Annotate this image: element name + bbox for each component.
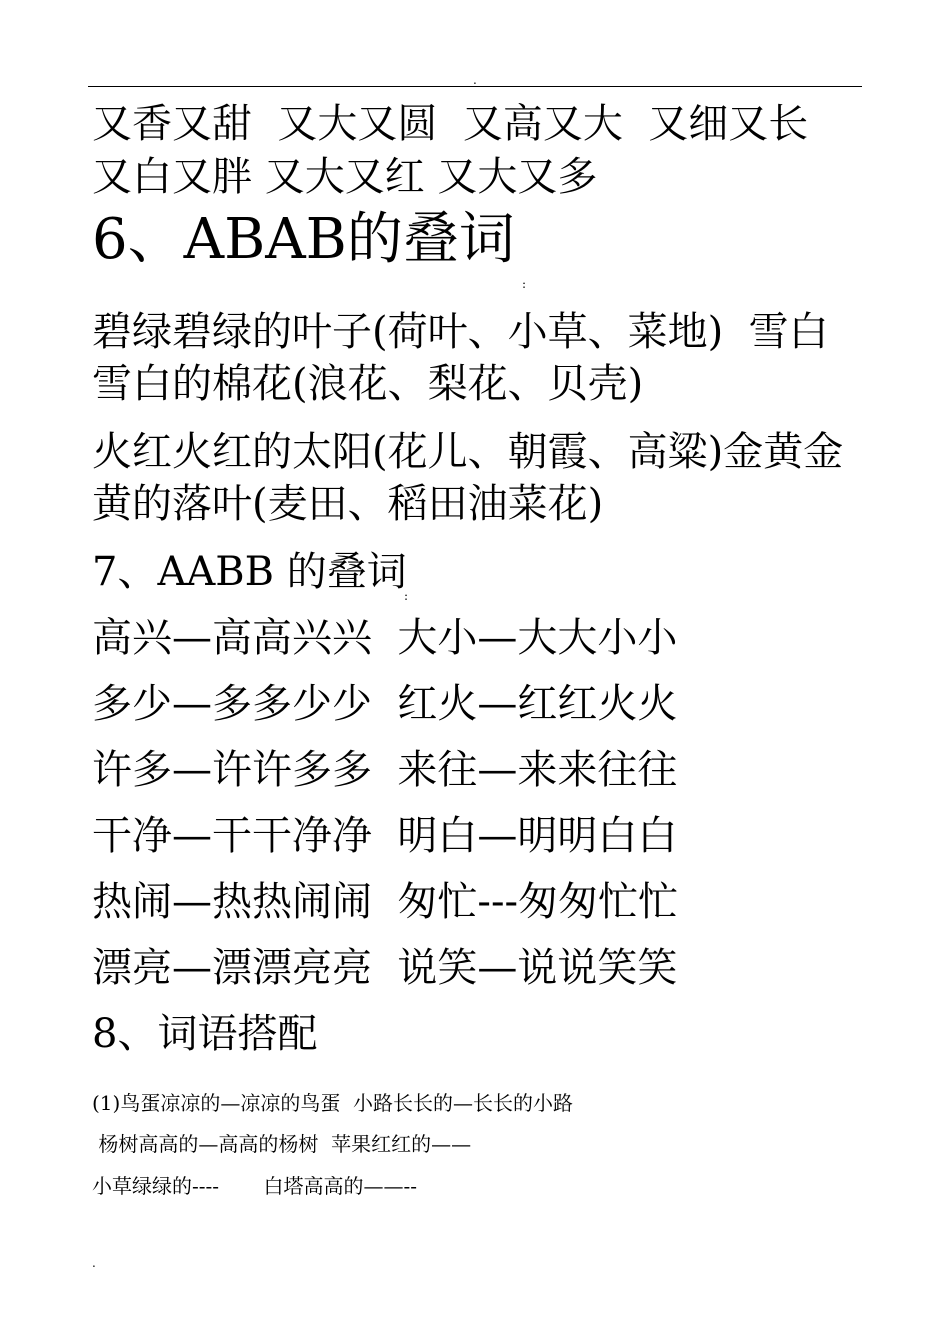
text-line-5: 雪白的棉花(浪花、梨花、贝壳): [92, 361, 644, 407]
text-line-6: 火红火红的太阳(花儿、朝霞、高粱)金黄金: [92, 429, 844, 475]
word-pair-row-5: 热闹—热热闹闹 匆忙---匆匆忙忙: [92, 879, 678, 925]
text-line-1: 又香又甜 又大又圆 又高又大 又细又长: [92, 101, 809, 147]
header-dot: .: [473, 73, 477, 87]
section-heading-8: 8、词语搭配: [92, 1011, 318, 1057]
word-pair-row-4: 干净—干干净净 明白—明明白白: [92, 813, 678, 859]
collocation-line-3: 小草绿绿的---- 白塔高高的——--: [92, 1174, 418, 1198]
footer-dot: .: [92, 1256, 96, 1270]
colon-mark: :: [522, 277, 527, 291]
word-pair-row-2: 多少—多多少少 红火—红红火火: [92, 681, 678, 727]
text-line-4: 碧绿碧绿的叶子(荷叶、小草、菜地) 雪白: [92, 309, 829, 355]
text-line-7: 黄的落叶(麦田、稻田油菜花): [92, 481, 604, 527]
word-pair-row-6: 漂亮—漂漂亮亮 说笑—说说笑笑: [92, 945, 678, 991]
collocation-line-1: (1)鸟蛋凉凉的—凉凉的鸟蛋 小路长长的—长长的小路: [92, 1091, 574, 1115]
word-pair-row-3: 许多—许许多多 来往—来来往往: [92, 747, 678, 793]
section-heading-7: 7、AABB 的叠词: [92, 549, 407, 595]
collocation-line-2: 杨树高高的—高高的杨树 苹果红红的——: [92, 1132, 472, 1156]
text-line-2: 又白又胖 又大又红 又大又多: [92, 154, 598, 200]
colon-mark-2: :: [404, 589, 409, 603]
section-heading-6: 6、ABAB的叠词: [92, 207, 515, 272]
word-pair-row-1: 高兴—高高兴兴 大小—大大小小: [92, 615, 678, 661]
